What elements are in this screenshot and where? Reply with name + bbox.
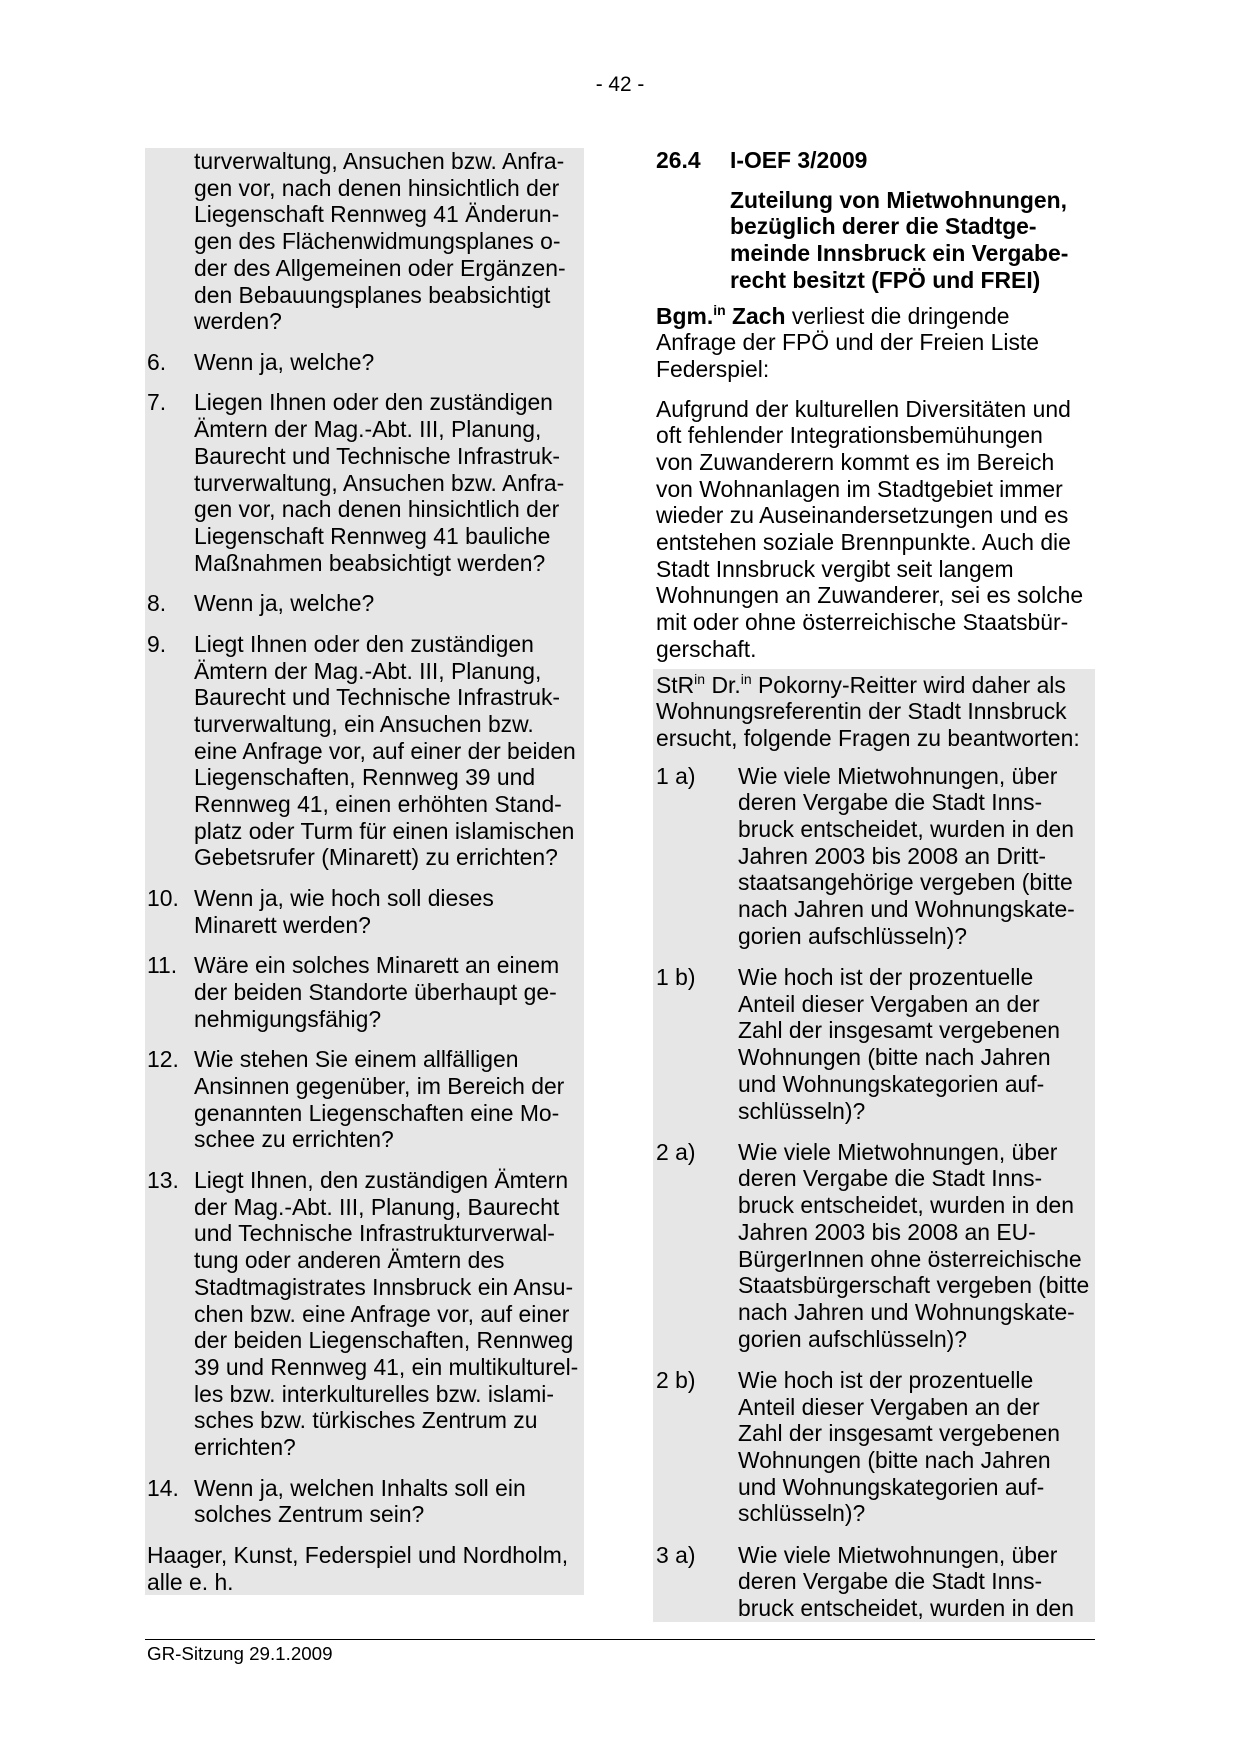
footer-divider (145, 1639, 1095, 1640)
question-text: Wenn ja, welche? (194, 348, 375, 375)
question-text: Liegen Ihnen oder den zuständigen Ämtern der Mag.-Abt. III, Planung, Baurecht und Technische Infrastruk- turverwaltung, Ansuchen bzw. Anfra- gen vor, nach denen hinsichtlich der Liegenschaft Rennweg 41 bauliche Maßnahmen beabsichtigt werden? (194, 389, 565, 576)
question-number: 7. (147, 389, 167, 416)
reader-intro: verliest die dringende Anfrage der FPÖ und der Freien Liste Federspiel: (656, 302, 1039, 382)
question-text: Wie stehen Sie einem allfälligen Ansinnen gegenüber, im Bereich der genannten Liegenschaften eine Mo- schee zu errichten? (194, 1046, 565, 1153)
question-text: Wenn ja, welchen Inhalts soll ein solches Zentrum sein? (194, 1474, 526, 1528)
reader-name: Zach (725, 302, 786, 329)
question-number: 10. (147, 885, 179, 912)
question-label: 2 a) (656, 1138, 696, 1165)
inquiry-question-2a (656, 1139, 1095, 1353)
question-text: Wie viele Mietwohnungen, über deren Vergabe die Stadt Inns- bruck entscheidet, wurden in den Jahren 2003 bis 2008 an Dritt- staatsangehörige vergeben (bitte nach Jahren und Wohnungskate- gorien aufschlüsseln)? (738, 762, 1075, 949)
question-item-10 (147, 885, 584, 938)
question-text: Wie viele Mietwohnungen, über deren Vergabe die Stadt Inns- bruck entscheidet, wurden in den Jahren 2003 bis 2008 an EU- BürgerInnen ohne österreichische Staatsbürgerschaft vergeben (bitte nach Jahren und Wohnungskate- gorien aufschlüsseln)? (738, 1138, 1090, 1352)
question-item-8 (147, 590, 584, 617)
inquiry-question-3a (656, 1542, 1095, 1622)
question-item-11 (147, 952, 584, 1032)
question-text: Wie hoch ist der prozentuelle Anteil dieser Vergaben an der Zahl der insgesamt vergebenen Wohnungen (bitte nach Jahren und Wohnungskategorien auf- schlüsseln)? (738, 1366, 1060, 1527)
request-degree-superscript: in (740, 670, 752, 687)
question-number: 11. (147, 952, 178, 979)
question-number: 8. (147, 590, 167, 617)
inquiry-body: Aufgrund der kulturellen Diversitäten und oft fehlender Integrationsbemühungen von Zuwanderern kommt es im Bereich von Wohnanlagen im Stadtgebiet immer wieder zu Auseinandersetzungen und es entstehen soziale Brennpunkte. Auch die Stadt Innsbruck vergibt seit langem Wohnungen an Zuwanderer, sei es solche mit oder ohne österreichische Staatsbür- gerschaft. (656, 395, 1084, 662)
page-number: - 42 - (595, 73, 645, 96)
question-item-13 (147, 1167, 584, 1461)
question-text: Wie viele Mietwohnungen, über deren Vergabe die Stadt Inns- bruck entscheidet, wurden in den (738, 1541, 1074, 1622)
question-item-6 (147, 349, 584, 376)
footer-meeting-date: GR-Sitzung 29.1.2009 (147, 1643, 333, 1664)
agenda-item-code: I-OEF 3/2009 (730, 146, 868, 173)
question-number: 6. (147, 348, 167, 375)
request-title-superscript: in (694, 670, 706, 687)
question-number: 12. (147, 1046, 179, 1073)
question-number: 9. (147, 630, 167, 657)
agenda-item-intro (653, 147, 1095, 663)
reader-title-superscript: in (713, 301, 726, 318)
question-item-7 (147, 389, 584, 576)
question-label: 1 a) (656, 762, 696, 789)
question-item-12 (147, 1046, 584, 1153)
continued-question-text: turverwaltung, Ansuchen bzw. Anfra- gen vor, nach denen hinsichtlich der Liegenschaft Rennweg 41 Änderun- gen des Flächenwidmungsplanes o- der des Allgemeinen oder Ergänzen- den Bebauungsplanes beabsichtigt werden? (194, 148, 566, 335)
agenda-item-heading (656, 147, 1095, 174)
request-degree: Dr. (705, 671, 741, 698)
question-text: Liegt Ihnen oder den zuständigen Ämtern der Mag.-Abt. III, Planung, Baurecht und Technische Infrastruk- turverwaltung, ein Ansuchen bzw. eine Anfrage vor, auf einer der beiden Liegenschaften, Rennweg 39 und Rennweg 41, einen erhöhten Stand- platz oder Turm für einen islamischen Gebetsrufer (Minarett) zu errichten? (194, 630, 576, 871)
agenda-item-title: Zuteilung von Mietwohnungen, bezüglich derer die Stadtge- meinde Innsbruck ein Vergabe- recht besitzt (FPÖ und FREI) (730, 186, 1069, 293)
question-label: 3 a) (656, 1541, 696, 1568)
request-text: Pokorny-Reitter wird daher als Wohnungsreferentin der Stadt Innsbruck ersucht, folgende Fragen zu beantworten: (656, 671, 1080, 751)
question-number: 13. (147, 1167, 179, 1194)
reader-statement (656, 303, 1095, 383)
previous-inquiry-column (145, 148, 584, 1595)
agenda-item-number: 26.4 (656, 146, 701, 173)
request-statement (656, 672, 1095, 752)
question-text: Wie hoch ist der prozentuelle Anteil dieser Vergaben an der Zahl der insgesamt vergebenen Wohnungen (bitte nach Jahren und Wohnungskategorien auf- schlüsseln)? (738, 964, 1060, 1124)
question-label: 2 b) (656, 1366, 696, 1393)
question-item-9 (147, 631, 584, 871)
agenda-item-column (653, 147, 1095, 1622)
signatories: Haager, Kunst, Federspiel und Nordholm, alle e. h. (147, 1541, 569, 1595)
request-title: StR (656, 671, 695, 698)
inquiry-question-2b (656, 1367, 1095, 1527)
question-item-14 (147, 1475, 584, 1528)
inquiry-questions-box (653, 669, 1095, 1622)
reader-title: Bgm. (656, 302, 714, 329)
question-label: 1 b) (656, 964, 696, 991)
question-text: Wäre ein solches Minarett an einem der beiden Standorte überhaupt ge- nehmigungsfähig? (194, 952, 560, 1032)
question-text: Wenn ja, welche? (194, 590, 375, 617)
question-text: Wenn ja, wie hoch soll dieses Minarett werden? (194, 885, 494, 938)
inquiry-question-1b (656, 964, 1095, 1124)
question-number: 14. (147, 1474, 179, 1501)
question-text: Liegt Ihnen, den zuständigen Ämtern der Mag.-Abt. III, Planung, Baurecht und Technische Infrastrukturverwal- tung oder anderen Ämtern des Stadtmagistrates Innsbruck ein Ansu- chen bzw. eine Anfrage vor, auf einer der beiden Liegenschaften, Rennweg 39 und Rennweg 41, ein multikulturel- les bzw. interkulturelles bzw. islami- sches bzw. türkisches Zentrum zu errichten? (194, 1167, 579, 1461)
inquiry-question-1a (656, 763, 1095, 950)
